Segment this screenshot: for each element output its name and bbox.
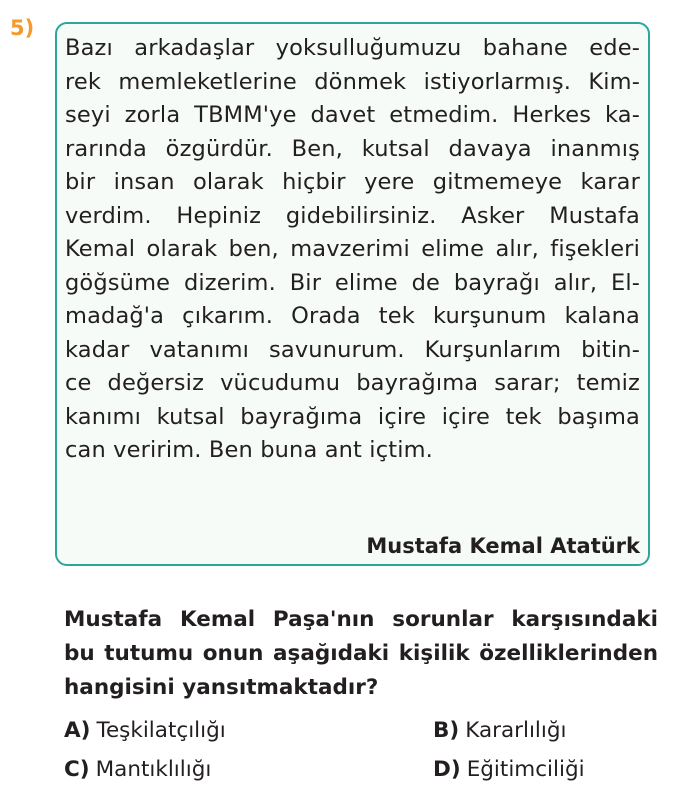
quote-line: bir insan olarak hiçbir yere gitmemeye karar [65, 169, 640, 195]
quote-box [55, 22, 650, 566]
option-a-letter: A) [64, 718, 91, 743]
question-line: hangisini yansıtmaktadır? [64, 675, 379, 700]
quote-line: kadar vatanımı savunurum. Kurşunlarım bitin- [65, 336, 640, 363]
quote-text [65, 32, 640, 468]
quote-line: göğsüme dizerim. Bir elime de bayrağı alır, El- [65, 269, 640, 296]
option-d-text: Eğitimciliği [466, 757, 585, 782]
quote-line: kanımı kutsal bayrağıma içire içire tek başıma [65, 403, 640, 430]
quote-line: Bazı arkadaşlar yoksulluğumuzu bahane ede- [65, 35, 640, 61]
quote-line: verdim. Hepiniz gidebilirsiniz. Asker Mustafa [65, 202, 640, 229]
quote-line: madağ'a çıkarım. Orada tek kurşunum kalana [65, 303, 640, 329]
quote-line: seyi zorla TBMM'ye davet etmedim. Herkes ka- [65, 102, 640, 128]
quote-line: ce değersiz vücudumu bayrağıma sarar; temiz [65, 370, 640, 396]
question-number: 5) [10, 16, 35, 40]
option-a[interactable] [64, 718, 226, 743]
option-c-text: Mantıklılığı [95, 757, 212, 782]
option-b-letter: B) [433, 718, 460, 743]
quote-line: rek memleketlerine dönmek istiyorlarmış. Kim- [65, 68, 640, 95]
question-stem [64, 603, 658, 705]
quote-line: can veririm. Ben buna ant içtim. [65, 437, 433, 463]
option-d[interactable] [433, 757, 585, 782]
option-b-text: Kararlılığı [465, 718, 567, 743]
option-a-text: Teşkilatçılığı [96, 718, 226, 743]
quote-author: Mustafa Kemal Atatürk [366, 534, 640, 558]
option-b[interactable] [433, 718, 566, 743]
option-d-letter: D) [433, 757, 461, 782]
question-line: Mustafa Kemal Paşa'nın sorunlar karşısındaki [64, 607, 658, 632]
question-line: bu tutumu onun aşağıdaki kişilik özelliklerinden [64, 641, 658, 666]
quote-line: Kemal olarak ben, mavzerimi elime alır, fişekleri [65, 236, 640, 262]
option-c-letter: C) [64, 757, 90, 782]
option-c[interactable] [64, 757, 211, 782]
quote-line: rarında özgürdür. Ben, kutsal davaya inanmış [65, 135, 640, 162]
